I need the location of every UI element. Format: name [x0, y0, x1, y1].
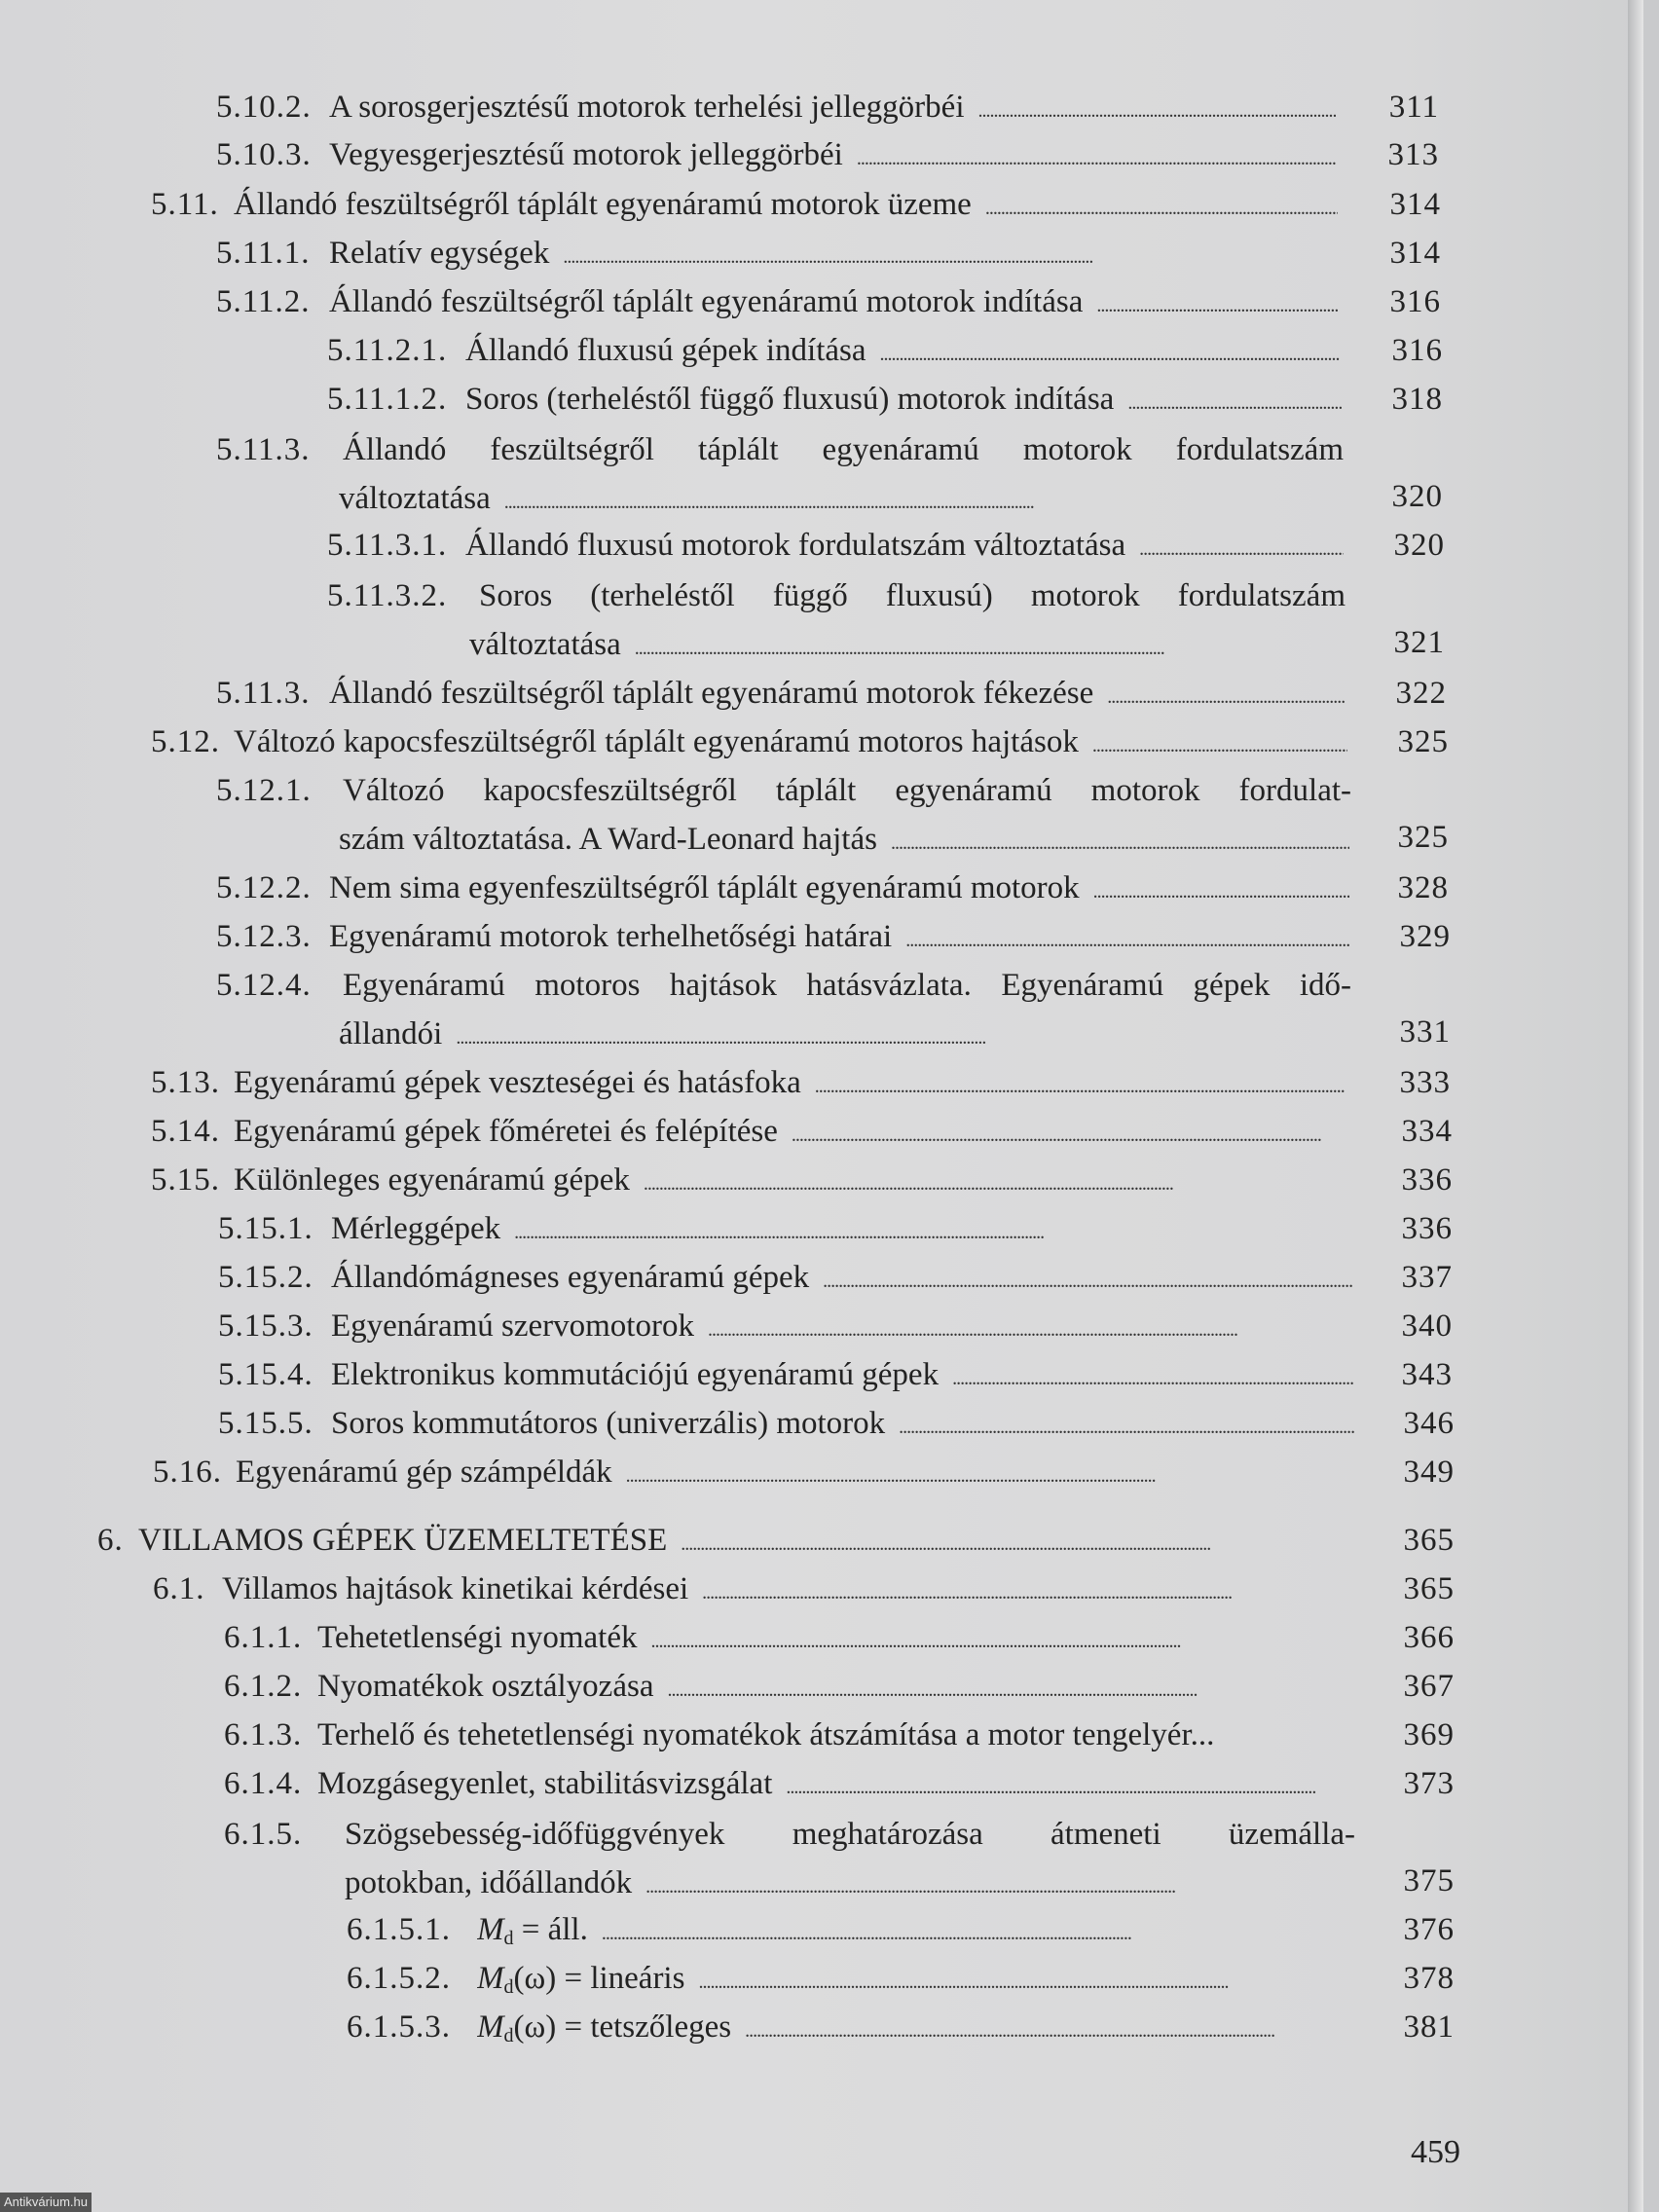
dot-leader	[1139, 521, 1344, 573]
entry-page-number: 314	[1389, 187, 1441, 222]
toc-entry	[0, 669, 1659, 718]
entry-page-number: 334	[1401, 1114, 1453, 1149]
entry-title: Állandó feszültségről táplált egyenáramú motorok indítása	[329, 284, 1084, 319]
entry-number: 6.1.	[153, 1571, 205, 1606]
toc-entry	[0, 571, 1659, 669]
dot-leader	[786, 1759, 1355, 1812]
entry-title: Tehetetlenségi nyomaték	[317, 1620, 638, 1655]
formula-argument: (ω)	[513, 2009, 557, 2045]
toc-entry	[0, 425, 1659, 523]
entry-page-number: 320	[1391, 479, 1443, 514]
entry-number: 6.1.4.	[224, 1766, 303, 1801]
entry-number: 5.11.2.1.	[327, 333, 448, 368]
entry-number: 5.11.3.	[216, 676, 311, 711]
entry-title: Villamos hajtások kinetikai kérdései	[222, 1571, 689, 1606]
entry-page-number: 318	[1391, 382, 1443, 417]
entry-page-number: 375	[1403, 1863, 1455, 1899]
entry-title-line: Soros (terheléstől függő fluxusú) motorok fordulatszám	[479, 578, 1346, 613]
watermark-label: Antikvárium.hu	[0, 2193, 92, 2212]
toc-entry	[0, 766, 1659, 864]
dot-leader	[626, 1448, 1355, 1500]
toc-entry	[0, 1399, 1659, 1448]
dot-leader	[1093, 864, 1349, 916]
entry-number: 5.15.4.	[218, 1357, 313, 1392]
entry-number: 5.13.	[151, 1065, 220, 1100]
formula-md-arbitrary	[477, 2003, 731, 2060]
entry-title-line: változtatása	[469, 627, 621, 662]
dot-leader	[667, 1662, 1355, 1714]
dot-leader	[978, 83, 1337, 135]
toc-entry	[0, 1810, 1659, 1907]
formula-rest: = lineáris	[556, 1961, 685, 1996]
toc-entry	[0, 1253, 1659, 1302]
entry-title: Állandómágneses egyenáramú gépek	[331, 1260, 810, 1295]
toc-entry	[0, 130, 1659, 179]
entry-page-number: 373	[1403, 1766, 1455, 1801]
entry-number: 5.12.3.	[216, 919, 312, 954]
entry-number: 5.11.3.1.	[327, 528, 448, 563]
dot-leader	[1107, 669, 1346, 721]
entry-title: Állandó feszültségről táplált egyenáramú motorok fékezése	[329, 676, 1094, 711]
entry-page-number: 316	[1389, 284, 1441, 319]
entry-number: 5.15.	[151, 1162, 220, 1198]
torque-symbol: M	[477, 1961, 504, 1996]
toc-entry	[0, 83, 1659, 131]
torque-symbol: M	[477, 2009, 504, 2045]
formula-argument: (ω)	[513, 1961, 557, 1996]
entry-number: 6.1.5.3.	[347, 2009, 451, 2045]
toc-entry	[0, 1954, 1659, 2003]
dot-leader	[899, 1399, 1355, 1452]
entry-title: Egyenáramú motorok terhelhetőségi határai	[329, 919, 893, 954]
entry-number: 5.15.1.	[218, 1211, 313, 1246]
dot-leader	[985, 180, 1338, 233]
toc-entry	[0, 1613, 1659, 1662]
entry-number: 5.11.2.	[216, 284, 311, 319]
dot-leader	[708, 1302, 1353, 1354]
toc-entry	[0, 229, 1659, 277]
entry-page-number: 325	[1397, 724, 1449, 759]
dot-leader	[1096, 277, 1338, 330]
entry-page-number: 320	[1393, 528, 1445, 563]
page-number: 459	[1411, 2134, 1460, 2170]
entry-page-number: 343	[1401, 1357, 1453, 1392]
dot-leader	[681, 1516, 1355, 1568]
entry-page-number: 369	[1403, 1717, 1455, 1752]
toc-entry	[0, 1107, 1659, 1156]
dot-leader	[857, 130, 1336, 183]
toc-entry	[0, 375, 1659, 424]
entry-title: Soros (terheléstől függő fluxusú) motorok indítása	[465, 382, 1115, 417]
entry-title-line: Állandó feszültségről táplált egyenáramú motorok fordulatszám	[343, 432, 1344, 467]
entry-title: Egyenáramú szervomotorok	[331, 1309, 694, 1344]
dot-leader	[504, 474, 1342, 527]
formula-rest: = tetszőleges	[556, 2009, 732, 2045]
entry-number: 6.1.5.1.	[347, 1912, 451, 1947]
toc-entry	[0, 1565, 1659, 1613]
entry-title: Állandó fluxusú motorok fordulatszám változtatása	[465, 528, 1126, 563]
entry-title-line: változtatása	[339, 481, 491, 516]
entry-page-number: 365	[1403, 1523, 1455, 1558]
entry-title-line: Egyenáramú motoros hajtások hatásvázlata. Egyenáramú gépek idő-	[343, 968, 1351, 1003]
entry-title: Egyenáramú gépek veszteségei és hatásfoka	[234, 1065, 801, 1100]
entry-page-number: 367	[1403, 1669, 1455, 1704]
dot-leader	[563, 229, 1338, 281]
entry-number: 5.12.4.	[216, 968, 312, 1003]
entry-title: Terhelő és tehetetlenségi nyomatékok átszámítása a motor tengelyér...	[317, 1717, 1215, 1752]
toc-entry	[0, 1662, 1659, 1711]
entry-title: Soros kommutátoros (univerzális) motorok	[331, 1406, 886, 1441]
dot-leader	[635, 620, 1344, 673]
entry-number: 5.15.5.	[218, 1406, 313, 1441]
dot-leader	[602, 1905, 1355, 1958]
entry-page-number: 336	[1401, 1211, 1453, 1246]
entry-page-number: 333	[1399, 1065, 1451, 1100]
toc-entry	[0, 1759, 1659, 1808]
entry-page-number: 376	[1403, 1912, 1455, 1947]
entry-page-number: 316	[1391, 333, 1443, 368]
entry-number: 5.15.3.	[218, 1309, 313, 1344]
torque-subscript: d	[503, 2025, 514, 2046]
toc-entry	[0, 1448, 1659, 1496]
entry-title-line: szám változtatása. A Ward-Leonard hajtás	[339, 822, 877, 857]
entry-number: 5.10.3.	[216, 137, 312, 172]
toc-entry	[0, 326, 1659, 375]
toc-entry	[0, 1350, 1659, 1399]
dot-leader	[644, 1156, 1353, 1208]
toc-entry	[0, 1516, 1659, 1565]
entry-title: Vegyesgerjesztésű motorok jelleggörbéi	[329, 137, 843, 172]
entry-number: 5.12.1.	[216, 773, 312, 808]
dot-leader	[745, 2003, 1355, 2055]
entry-page-number: 381	[1403, 2009, 1455, 2045]
toc-entry	[0, 1711, 1659, 1759]
dot-leader	[1092, 718, 1347, 770]
entry-title: Változó kapocsfeszültségről táplált egyenáramú motoros hajtások	[234, 724, 1079, 759]
entry-page-number: 329	[1399, 919, 1451, 954]
entry-number: 5.11.3.2.	[327, 578, 448, 613]
toc-entry	[0, 180, 1659, 229]
entry-page-number: 340	[1401, 1309, 1453, 1344]
entry-number: 5.12.2.	[216, 870, 312, 905]
toc-entry	[0, 1905, 1659, 1954]
torque-subscript: d	[503, 1928, 514, 1949]
entry-page-number: 325	[1397, 820, 1449, 855]
dot-leader	[952, 1350, 1353, 1403]
entry-title: Mérleggépek	[331, 1211, 501, 1246]
entry-number: 6.1.5.2.	[347, 1961, 451, 1996]
toc-entry	[0, 1156, 1659, 1204]
torque-symbol: M	[477, 1912, 504, 1947]
toc-entry	[0, 277, 1659, 326]
entry-title: VILLAMOS GÉPEK ÜZEMELTETÉSE	[138, 1523, 668, 1558]
entry-number: 6.1.3.	[224, 1717, 303, 1752]
entry-title-line: állandói	[339, 1016, 443, 1051]
entry-page-number: 365	[1403, 1571, 1455, 1606]
toc-entry	[0, 1058, 1659, 1107]
entry-title: Egyenáramú gép számpéldák	[236, 1455, 612, 1490]
entry-number: 5.11.1.	[216, 236, 311, 271]
entry-page-number: 328	[1397, 870, 1449, 905]
dot-leader	[1127, 375, 1342, 427]
entry-title: Egyenáramú gépek főméretei és felépítése	[234, 1114, 778, 1149]
entry-number: 6.1.2.	[224, 1669, 303, 1704]
entry-title: A sorosgerjesztésű motorok terhelési jelleggörbéi	[329, 90, 965, 125]
toc-entry	[0, 961, 1659, 1058]
entry-title-line: Szögsebesség-időfüggvények meghatározása átmeneti üzemálla-	[345, 1817, 1355, 1852]
entry-number: 5.11.	[151, 187, 219, 222]
entry-page-number: 314	[1389, 236, 1441, 271]
entry-page-number: 321	[1393, 625, 1445, 660]
entry-number: 6.1.1.	[224, 1620, 303, 1655]
entry-number: 5.14.	[151, 1114, 220, 1149]
entry-title: Nyomatékok osztályozása	[317, 1669, 654, 1704]
entry-title: Állandó feszültségről táplált egyenáramú motorok üzeme	[234, 187, 972, 222]
entry-number: 6.	[97, 1523, 124, 1558]
entry-title: Mozgásegyenlet, stabilitásvizsgálat	[317, 1766, 773, 1801]
dot-leader	[514, 1204, 1353, 1257]
entry-page-number: 313	[1387, 137, 1439, 172]
dot-leader	[815, 1058, 1351, 1111]
toc-entry	[0, 1302, 1659, 1350]
toc-entry	[0, 2003, 1659, 2051]
entry-page-number: 322	[1395, 676, 1447, 711]
entry-page-number: 331	[1399, 1014, 1451, 1050]
dot-leader	[905, 912, 1349, 965]
entry-page-number: 346	[1403, 1406, 1455, 1441]
entry-title-line: Változó kapocsfeszültségről táplált egyenáramú motorok fordulat-	[343, 773, 1351, 808]
dot-leader	[880, 326, 1340, 379]
entry-page-number: 311	[1388, 90, 1439, 125]
entry-title: Relatív egységek	[329, 236, 550, 271]
entry-number: 5.11.1.2.	[327, 382, 448, 417]
toc-entry	[0, 864, 1659, 912]
dot-leader	[651, 1613, 1356, 1666]
dot-leader	[891, 815, 1349, 867]
entry-page-number: 349	[1403, 1455, 1455, 1490]
entry-page-number: 378	[1403, 1961, 1455, 1996]
toc-entry	[0, 912, 1659, 961]
dot-leader	[698, 1954, 1355, 2007]
entry-page-number: 336	[1401, 1162, 1453, 1198]
entry-number: 5.11.3.	[216, 432, 311, 467]
dot-leader	[792, 1107, 1353, 1160]
dot-leader	[645, 1859, 1355, 1911]
dot-leader	[456, 1010, 1351, 1062]
entry-number: 5.10.2.	[216, 90, 312, 125]
entry-title: Elektronikus kommutációjú egyenáramú gépek	[331, 1357, 940, 1392]
entry-title-line: potokban, időállandók	[345, 1865, 633, 1900]
entry-number: 5.12.	[151, 724, 220, 759]
entry-title: Nem sima egyenfeszültségről táplált egyenáramú motorok	[329, 870, 1080, 905]
dot-leader	[702, 1565, 1355, 1617]
torque-subscript: d	[503, 1976, 514, 1998]
formula-rest: = áll.	[513, 1912, 588, 1947]
toc-entry	[0, 521, 1659, 570]
toc-entry	[0, 718, 1659, 766]
entry-page-number: 366	[1403, 1620, 1455, 1655]
entry-number: 5.15.2.	[218, 1260, 313, 1295]
dot-leader	[823, 1253, 1353, 1306]
toc-entry	[0, 1204, 1659, 1253]
entry-title: Különleges egyenáramú gépek	[234, 1162, 630, 1198]
entry-number: 6.1.5.	[224, 1817, 303, 1852]
entry-page-number: 337	[1401, 1260, 1453, 1295]
entry-title: Állandó fluxusú gépek indítása	[465, 333, 866, 368]
entry-number: 5.16.	[153, 1455, 222, 1490]
